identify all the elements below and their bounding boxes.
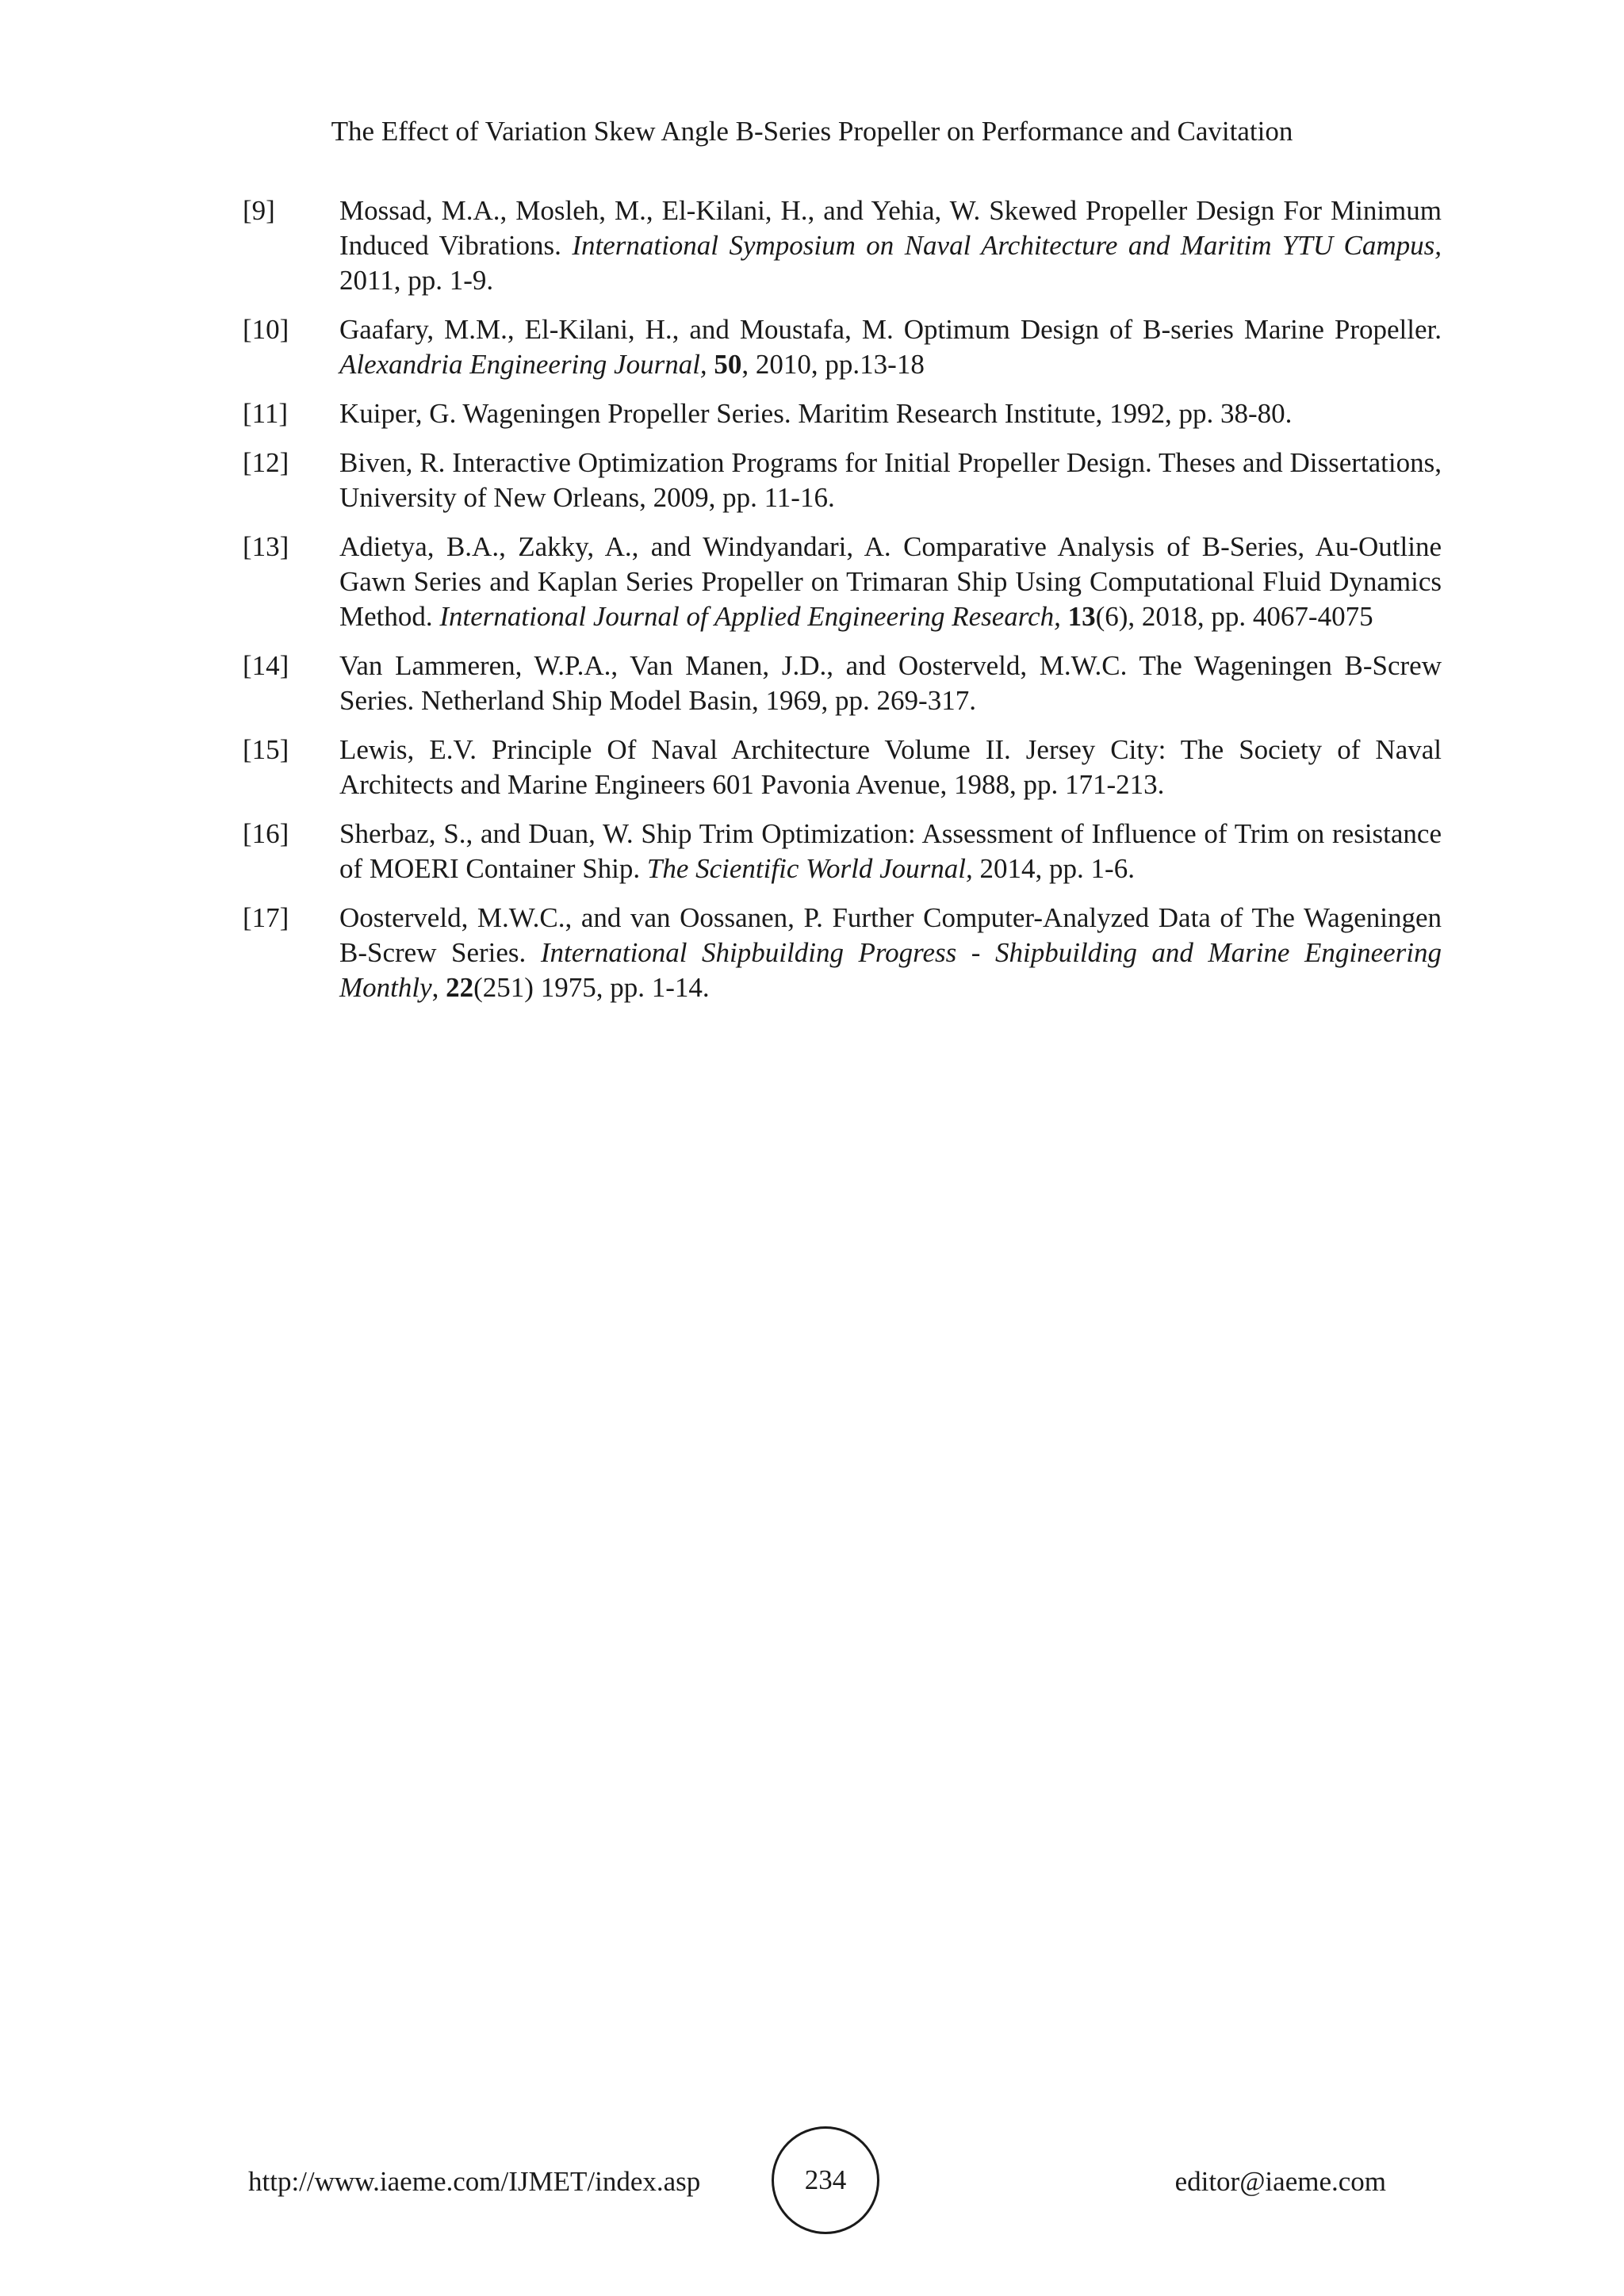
reference-number: [16] — [243, 818, 289, 849]
reference-number: [12] — [243, 447, 289, 478]
reference-source-title: International Shipbuilding Progress - Shipbuilding and Marine Engineering Monthly — [339, 937, 1442, 1003]
reference-segment: Adietya, B.A., Zakky, A., and Windyandari, A. Comparative Analysis of B-Series, Au-Outline Gawn Series and Kaplan Series Propeller on Trimaran Ship Using Computational Fluid Dynamics Method. — [339, 531, 1442, 632]
reference-segment: 2011, pp. 1-9. — [339, 265, 494, 296]
reference-segment: , — [431, 972, 446, 1003]
reference-text — [339, 446, 1442, 515]
reference-item — [243, 817, 1442, 886]
reference-text — [339, 649, 1442, 718]
reference-item — [243, 312, 1442, 382]
reference-segment: Mossad, M.A., Mosleh, M., El-Kilani, H., and Yehia, W. Skewed Propeller Design For Minimum Induced Vibrations. — [339, 195, 1442, 261]
reference-segment: Van Lammeren, W.P.A., Van Manen, J.D., and Oosterveld, M.W.C. The Wageningen B-Screw Series. Netherland Ship Model Basin, 1969, pp. 269-317. — [339, 650, 1442, 716]
reference-volume: 13 — [1067, 601, 1096, 632]
reference-volume: 22 — [446, 972, 474, 1003]
reference-text — [339, 396, 1442, 431]
reference-item — [243, 901, 1442, 1005]
reference-item — [243, 649, 1442, 718]
reference-segment: Lewis, E.V. Principle Of Naval Architecture Volume II. Jersey City: The Society of Naval Architects and Marine Engineers 601 Pavonia Avenue, 1988, pp. 171-213. — [339, 734, 1442, 800]
page-number: 234 — [772, 2126, 879, 2234]
reference-source-title: International Symposium on Naval Architecture and Maritim YTU Campus, — [572, 230, 1442, 261]
reference-number: [9] — [243, 195, 275, 226]
reference-item — [243, 530, 1442, 634]
reference-list — [243, 193, 1442, 1020]
reference-volume: 50 — [714, 349, 742, 380]
footer-email-link[interactable]: editor@iaeme.com — [1174, 2166, 1386, 2197]
reference-item — [243, 446, 1442, 515]
reference-segment — [1061, 601, 1068, 632]
reference-number: [15] — [243, 734, 289, 765]
reference-text — [339, 733, 1442, 802]
reference-item — [243, 193, 1442, 298]
reference-segment: Oosterveld, M.W.C., and van Oossanen, P. Further Computer-Analyzed Data of The Wageningen B-Screw Series. — [339, 902, 1442, 968]
reference-source-title: International Journal of Applied Engineering Research, — [439, 601, 1061, 632]
reference-segment: Biven, R. Interactive Optimization Programs for Initial Propeller Design. Theses and Dissertations, University of New Orleans, 2009, pp. 11-16. — [339, 447, 1442, 513]
reference-item — [243, 733, 1442, 802]
reference-segment: Kuiper, G. Wageningen Propeller Series. Maritim Research Institute, 1992, pp. 38-80. — [339, 398, 1293, 429]
reference-segment: (6), 2018, pp. 4067-4075 — [1095, 601, 1373, 632]
reference-number: [14] — [243, 650, 289, 681]
reference-number: [13] — [243, 531, 289, 562]
reference-source-title: Alexandria Engineering Journal, — [339, 349, 707, 380]
reference-number: [11] — [243, 398, 289, 429]
reference-text — [339, 901, 1442, 1005]
reference-segment: Sherbaz, S., and Duan, W. Ship Trim Optimization: Assessment of Influence of Trim on resistance of MOERI Container Ship. — [339, 818, 1442, 884]
running-header: The Effect of Variation Skew Angle B-Series Propeller on Performance and Cavitation — [331, 116, 1293, 147]
reference-item — [243, 396, 1442, 431]
reference-text — [339, 312, 1442, 382]
reference-text — [339, 817, 1442, 886]
reference-source-title: The Scientific World Journal, — [646, 853, 973, 884]
reference-segment: , 2010, pp.13-18 — [741, 349, 925, 380]
page-footer — [0, 2126, 1624, 2237]
reference-number: [17] — [243, 902, 289, 933]
reference-text — [339, 193, 1442, 298]
footer-journal-link[interactable]: http://www.iaeme.com/IJMET/index.asp — [248, 2166, 701, 2197]
reference-segment: (251) 1975, pp. 1-14. — [473, 972, 710, 1003]
reference-number: [10] — [243, 314, 289, 345]
reference-segment: 2014, pp. 1-6. — [972, 853, 1135, 884]
reference-segment: Gaafary, M.M., El-Kilani, H., and Moustafa, M. Optimum Design of B-series Marine Propeller. — [339, 314, 1442, 345]
reference-text — [339, 530, 1442, 634]
